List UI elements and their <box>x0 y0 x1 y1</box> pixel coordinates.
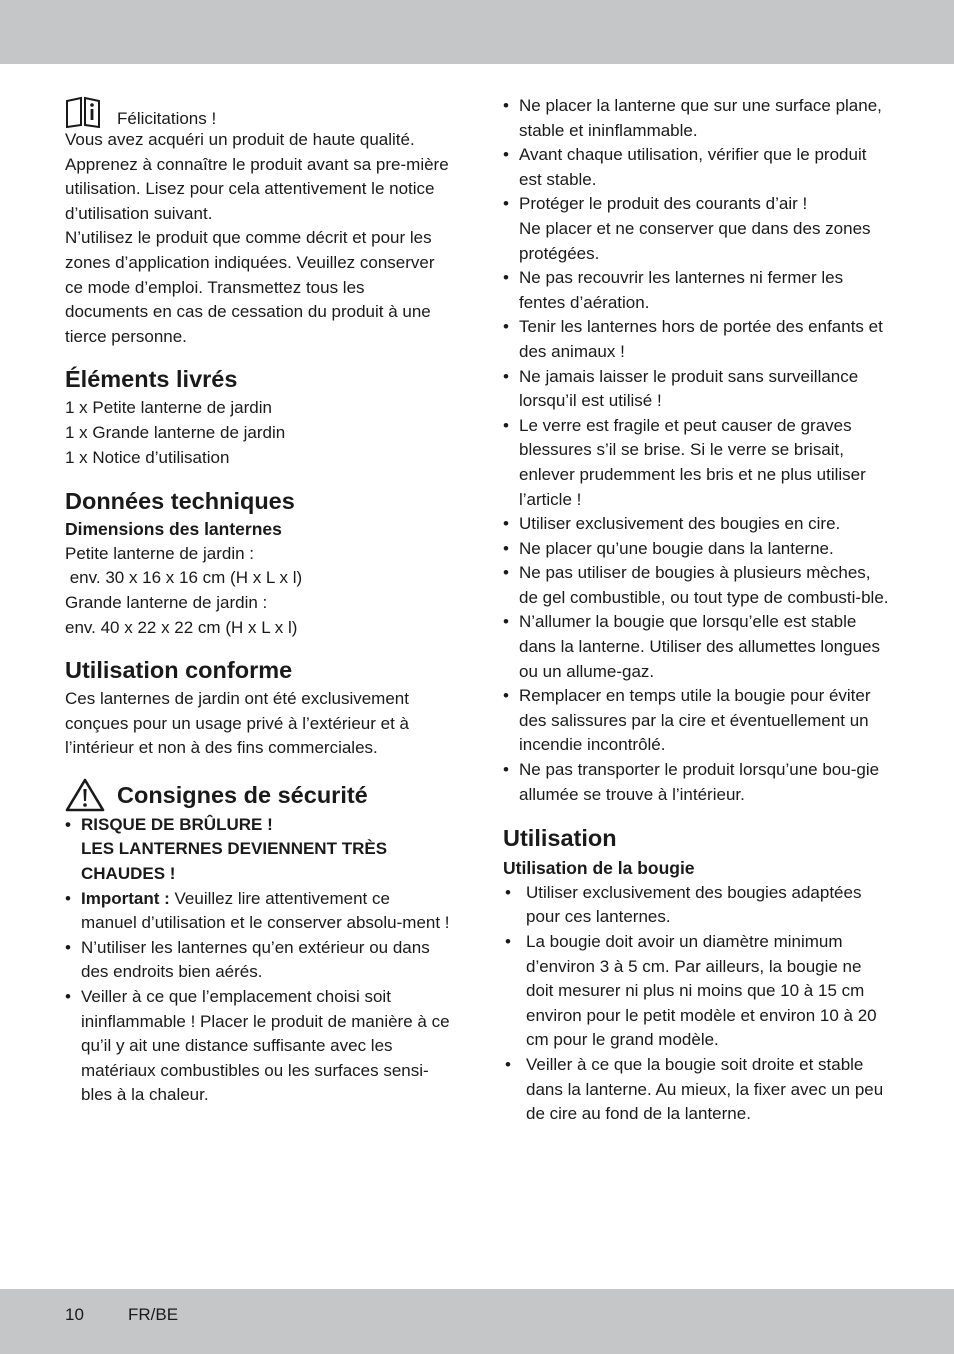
safety-list-right <box>503 94 893 807</box>
list-item: • Utiliser exclusivement des bougies en cire. <box>503 512 893 537</box>
tech-line-3: Grande lanterne de jardin : <box>65 592 268 612</box>
list-item: • Tenir les lanternes hors de portée des enfants et des animaux ! <box>503 315 893 364</box>
utilisation-subheading: Utilisation de la bougie <box>503 858 695 879</box>
list-item: • Protéger le produit des courants d’air ! Ne placer et ne conserver que dans des zones protégées. <box>503 192 893 266</box>
list-item: • Ne jamais laisser le produit sans surveillance lorsqu’il est utilisé ! <box>503 365 893 414</box>
important-text: Veuillez lire attentivement ce manuel d’utilisation et le conserver absolu-ment ! <box>81 888 450 933</box>
safety-list-left <box>65 813 450 1108</box>
utilisation-list <box>503 881 893 1127</box>
list-item: • N’allumer la bougie que lorsqu’elle est stable dans la lanterne. Utiliser des allumettes longues ou un allume-gaz. <box>503 610 893 684</box>
important-item <box>65 887 450 936</box>
list-item: • N’utiliser les lanternes qu’en extérieur ou dans des endroits bien aérés. <box>65 936 450 985</box>
congrats-text: Félicitations ! <box>117 109 217 128</box>
tech-line-1: Petite lanterne de jardin : <box>65 543 255 563</box>
tech-line-2: env. 30 x 16 x 16 cm (H x L x l) <box>65 568 303 588</box>
congrats-row <box>65 92 450 128</box>
elements-item-2: 1 x Grande lanterne de jardin <box>65 422 286 442</box>
safety-heading-row <box>65 777 450 813</box>
manual-info-icon <box>65 96 101 128</box>
page-number: 10 <box>65 1305 84 1324</box>
left-column <box>65 92 450 1108</box>
list-item: • Remplacer en temps utile la bougie pour éviter des salissures par la cire et éventuellement un incendie incontrôlé. <box>503 684 893 758</box>
list-item: • Ne placer qu’une bougie dans la lanterne. <box>503 537 893 562</box>
list-item: • Avant chaque utilisation, vérifier que le produit est stable. <box>503 143 893 192</box>
header-band <box>0 0 954 64</box>
language-code: FR/BE <box>128 1305 179 1324</box>
utilisation-heading: Utilisation <box>503 825 617 852</box>
list-item: • Ne pas transporter le produit lorsqu’une bou-gie allumée se trouve à l’intérieur. <box>503 758 893 807</box>
list-item: • Ne pas utiliser de bougies à plusieurs mèches, de gel combustible, ou tout type de combusti-ble. <box>503 561 893 610</box>
intro-paragraph-1: Vous avez acquéri un produit de haute qualité. Apprenez à connaître le produit avant sa pre-mière utilisation. Lisez pour cela attentivement le notice d’utilisation suivant. <box>65 130 449 223</box>
important-label: Important : <box>81 888 170 908</box>
list-item: • Ne pas recouvrir les lanternes ni fermer les fentes d’aération. <box>503 266 893 315</box>
right-column <box>503 94 893 1127</box>
list-item: • Veiller à ce que la bougie soit droite et stable dans la lanterne. Au mieux, la fixer avec un peu de cire au fond de la lanterne. <box>503 1053 893 1127</box>
intro-paragraph-2: N’utilisez le produit que comme décrit et pour les zones d’application indiquées. Veuillez conserver ce mode d’emploi. Transmettez tous les documents en cas de cessation du produit à une tierce personne. <box>65 228 435 346</box>
list-item: • Ne placer la lanterne que sur une surface plane, stable et ininflammable. <box>503 94 893 143</box>
elements-heading: Éléments livrés <box>65 366 238 393</box>
list-item: • La bougie doit avoir un diamètre minimum d’environ 3 à 5 cm. Par ailleurs, la bougie ne doit mesurer ni plus ni moins que 10 à 15 cm environ pour le petit modèle et environ 10 à 20 cm pour le grand modèle. <box>503 930 893 1053</box>
elements-item-1: 1 x Petite lanterne de jardin <box>65 398 272 418</box>
burn-line-3: CHAUDES ! <box>81 864 176 884</box>
safety-heading: Consignes de sécurité <box>117 781 368 808</box>
burn-line-1: RISQUE DE BRÛLURE ! <box>81 814 273 834</box>
usage-text: Ces lanternes de jardin ont été exclusivement conçues pour un usage privé à l’extérieur et à l’intérieur et non à des fins commerciales. <box>65 689 409 758</box>
warning-triangle-icon <box>65 777 105 813</box>
burn-line-2: LES LANTERNES DEVIENNENT TRÈS <box>81 839 388 859</box>
usage-heading: Utilisation conforme <box>65 657 293 684</box>
tech-line-4: env. 40 x 22 x 22 cm (H x L x l) <box>65 617 298 637</box>
tech-subheading: Dimensions des lanternes <box>65 519 282 540</box>
list-item: • Veiller à ce que l’emplacement choisi soit ininflammable ! Placer le produit de manière à ce qu’il y ait une distance suffisante avec les matériaux combustibles ou les surfaces sensi-bles à la chaleur. <box>65 985 450 1108</box>
elements-item-3: 1 x Notice d’utilisation <box>65 447 230 467</box>
list-item: • Utiliser exclusivement des bougies adaptées pour ces lanternes. <box>503 881 893 930</box>
footer-band <box>0 1289 954 1354</box>
tech-heading: Données techniques <box>65 488 295 515</box>
list-item: • Le verre est fragile et peut causer de graves blessures s’il se brise. Si le verre se brisait, enlever prudemment les bris et ne plus utiliser l’article ! <box>503 414 893 512</box>
burn-warning <box>65 813 450 887</box>
